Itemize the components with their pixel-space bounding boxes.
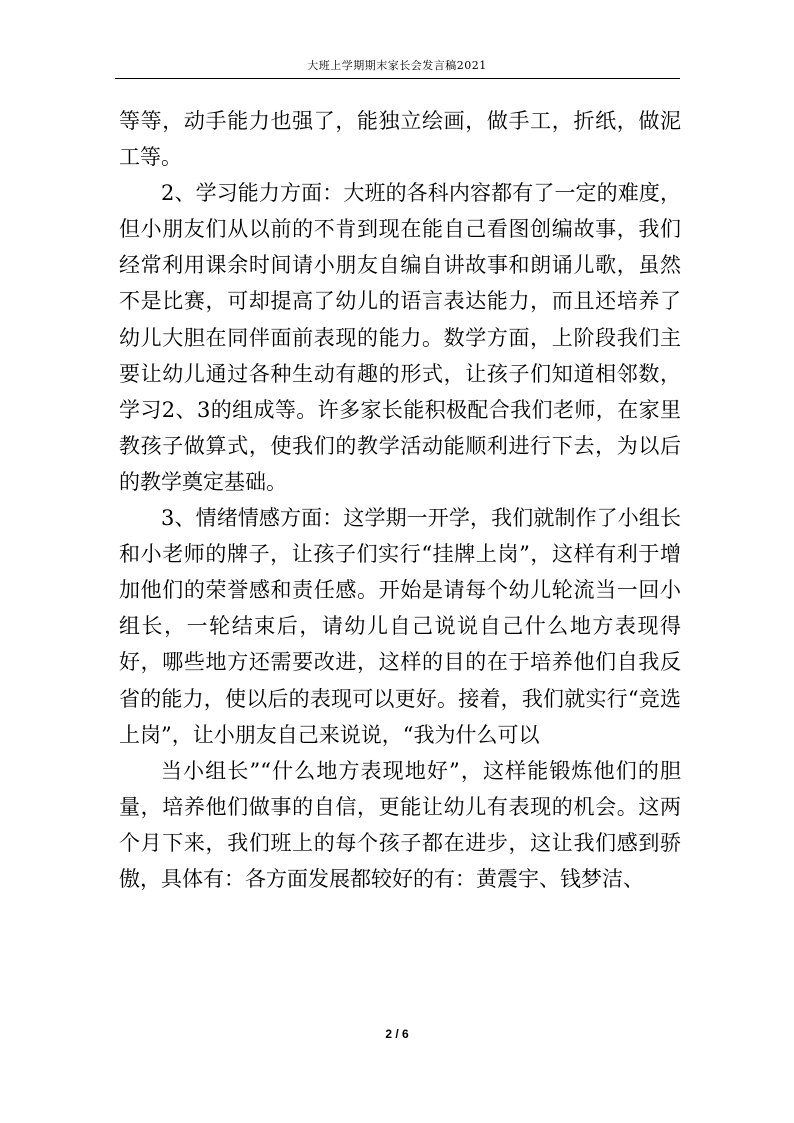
page-header-title: 大班上学期期末家长会发言稿2021 [307, 59, 487, 72]
paragraph-learning-ability: 2、学习能力方面：大班的各科内容都有了一定的难度，但小朋友们从以前的不肯到现在能自己看图创编故事，我们经常利用课余时间请小朋友自编自讲故事和朗诵儿歌，虽然不是比赛，可却提高了幼儿的语言表达能力，而且还培养了幼儿大胆在同伴面前表现的能力。数学方面，上阶段我们主要让幼儿通过各种生动有趣的形式，让孩子们知道相邻数，学习2、3的组成等。许多家长能积极配合我们老师，在家里教孩子做算式，使我们的教学活动能顺利进行下去，为以后的教学奠定基础。 [119, 181, 681, 494]
paragraph-team-leader: 当小组长”“什么地方表现地好”，这样能锻炼他们的胆量，培养他们做事的自信，更能让幼儿有表现的机会。这两个月下来，我们班上的每个孩子都在进步，这让我们感到骄傲，具体有：各方面发展都较好的有：黄震宇、钱梦洁、 [119, 758, 681, 891]
paragraph-emotion: 3、情绪情感方面：这学期一开学，我们就制作了小组长和小老师的牌子，让孩子们实行“挂牌上岗”，这样有利于增加他们的荣誉感和责任感。开始是请每个幼儿轮流当一回小组长，一轮结束后，请幼儿自己说说自己什么地方表现得好，哪些地方还需要改进，这样的目的在于培养他们自我反省的能力，使以后的表现可以更好。接着，我们就实行“竞选上岗”，让小朋友自己来说说，“我为什么可以 [119, 506, 681, 747]
header-divider [115, 78, 680, 79]
document-body [119, 103, 681, 897]
page-number: 2 / 6 [385, 1027, 409, 1041]
paragraph-continuation: 等等，动手能力也强了，能独立绘画，做手工，折纸，做泥工等。 [119, 109, 681, 170]
